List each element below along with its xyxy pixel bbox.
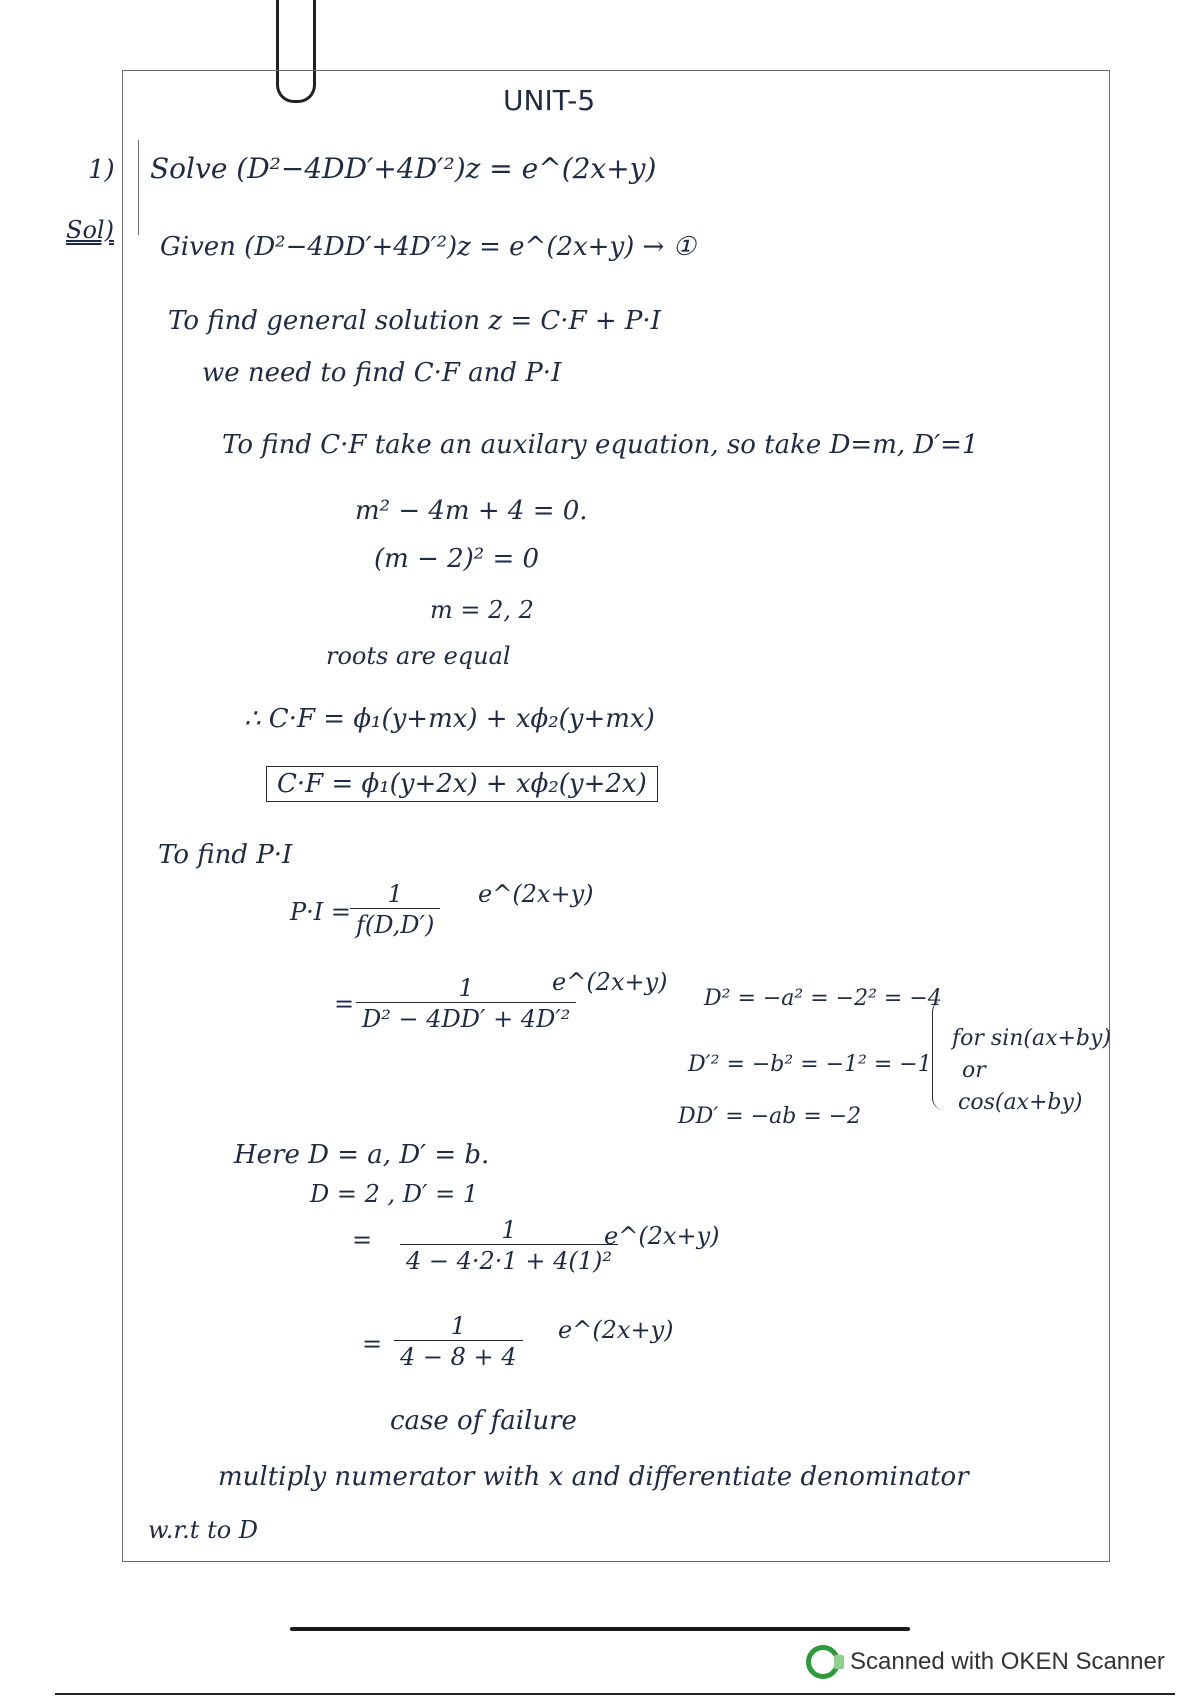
question-text: Solve (D²−4DD′+4D′²)z = e^(2x+y)	[150, 152, 657, 185]
pi-fraction-4	[394, 1312, 523, 1371]
side-note-d-prime-squared: D′² = −b² = −1² = −1	[688, 1052, 932, 1077]
equals-sign-2: =	[352, 1226, 373, 1254]
pi-numerator-2: 1	[458, 974, 474, 1002]
pi-fraction-1	[350, 880, 440, 939]
side-note-d-squared: D² = −a² = −2² = −4	[704, 986, 942, 1011]
values-line: D = 2 , D′ = 1	[310, 1180, 479, 1208]
equals-sign-3: =	[362, 1330, 383, 1358]
curly-brace	[932, 1000, 947, 1110]
pi-denominator-1: f(D,D′)	[350, 908, 440, 939]
cf-result-box: C·F = ϕ₁(y+2x) + xϕ₂(y+2x)	[266, 766, 658, 802]
scanner-logo-icon	[806, 1645, 840, 1679]
side-note-or: or	[962, 1058, 986, 1083]
aux-equation-3: m = 2, 2	[430, 596, 534, 624]
roots-line: roots are equal	[326, 642, 511, 670]
given-line: Given (D²−4DD′+4D′²)z = e^(2x+y) → ①	[160, 232, 696, 262]
equals-sign-1: =	[334, 990, 355, 1018]
pi-heading: To find P·I	[158, 840, 293, 870]
question-number: 1)	[88, 155, 115, 185]
pi-numerator-1: 1	[387, 880, 403, 908]
pi-exponent-4: e^(2x+y)	[558, 1316, 674, 1344]
wrt-line: w.r.t to D	[148, 1516, 259, 1544]
pi-denominator-2: D² − 4DD′ + 4D′²	[356, 1002, 576, 1033]
side-note-cos: cos(ax+by)	[958, 1090, 1083, 1115]
scanner-watermark	[806, 1644, 1165, 1680]
solution-label: Sol)	[66, 216, 114, 244]
aux-equation-2: (m − 2)² = 0	[374, 544, 540, 574]
pi-exponent-2: e^(2x+y)	[552, 968, 668, 996]
general-solution-line: To find general solution z = C·F + P·I	[168, 306, 661, 336]
margin-line	[138, 140, 139, 235]
pi-denominator-4: 4 − 8 + 4	[394, 1340, 523, 1371]
side-note-dd-prime: DD′ = −ab = −2	[678, 1104, 862, 1129]
auxiliary-intro: To find C·F take an auxilary equation, so take D=m, D′=1	[222, 430, 979, 460]
page-title: UNIT-5	[503, 84, 596, 117]
multiply-instruction: multiply numerator with x and differentiate denominator	[218, 1462, 969, 1492]
aux-equation-1: m² − 4m + 4 = 0.	[355, 496, 588, 526]
pi-numerator-3: 1	[501, 1216, 517, 1244]
case-of-failure: case of failure	[390, 1406, 577, 1436]
pi-fraction-3	[400, 1216, 618, 1275]
scanner-text: Scanned with OKEN Scanner	[850, 1648, 1165, 1675]
here-line: Here D = a, D′ = b.	[234, 1140, 490, 1170]
pi-numerator-4: 1	[450, 1312, 466, 1340]
page-edge-shadow	[290, 1627, 910, 1631]
side-note-sin: for sin(ax+by)	[952, 1026, 1112, 1051]
cf-general: ∴ C·F = ϕ₁(y+mx) + xϕ₂(y+mx)	[244, 704, 655, 734]
pi-fraction-2	[356, 974, 576, 1033]
pi-exponent-3: e^(2x+y)	[604, 1222, 720, 1250]
pi-exponent-1: e^(2x+y)	[478, 880, 594, 908]
footer-line	[55, 1693, 1175, 1695]
pi-denominator-3: 4 − 4·2·1 + 4(1)²	[400, 1244, 618, 1275]
need-line: we need to find C·F and P·I	[202, 358, 562, 388]
pi-lhs: P·I =	[290, 898, 351, 926]
